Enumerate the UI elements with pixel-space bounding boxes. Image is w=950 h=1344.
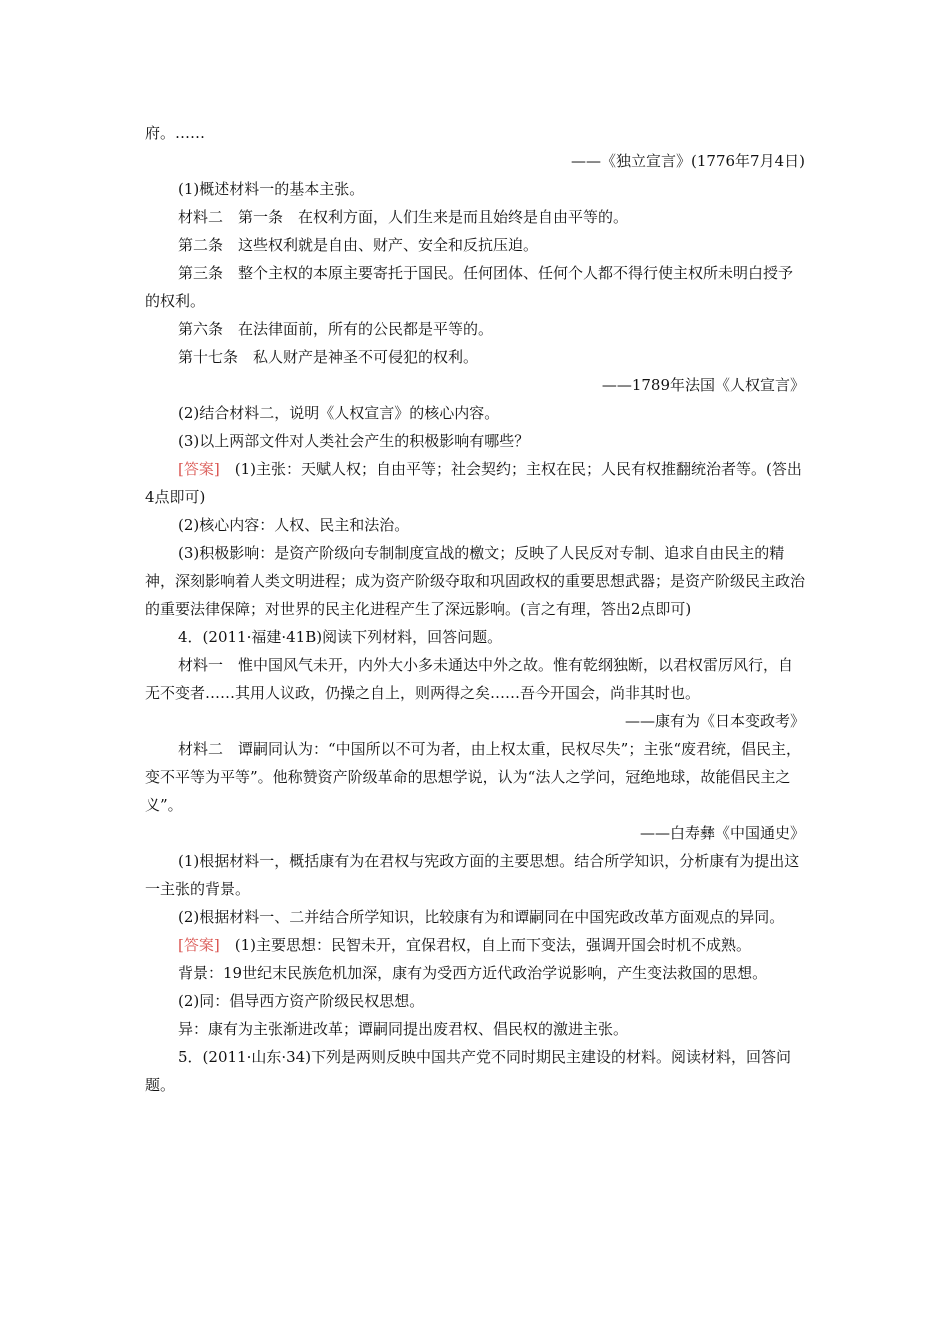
question-1: (1)概述材料一的基本主张。 — [178, 180, 365, 198]
material-2-article-6: 第六条 在法律面前，所有的公民都是平等的。 — [178, 320, 494, 338]
question-4-1: (1)根据材料一，概括康有为在君权与宪政方面的主要思想。结合所学知识，分析康有为提出这一主张的背景。 — [145, 852, 800, 898]
answer-similarity: (2)同：倡导西方资产阶级民权思想。 — [178, 992, 425, 1010]
question-3: (3)以上两部文件对人类社会产生的积极影响有哪些？ — [178, 432, 530, 450]
question-4-2: (2)根据材料一、二并结合所学知识，比较康有为和谭嗣同在中国宪政改革方面观点的异同。 — [178, 908, 785, 926]
answer-background: 背景：19世纪末民族危机加深，康有为受西方近代政治学说影响，产生变法救国的思想。 — [178, 964, 768, 982]
material-2-article-17: 第十七条 私人财产是神圣不可侵犯的权利。 — [178, 348, 479, 366]
answer-text: (1)主要思想：民智未开，宜保君权，自上而下变法，强调开国会时机不成熟。 — [219, 936, 751, 954]
material-2: 材料二 谭嗣同认为：“中国所以不可为者，由上权太重，民权尽失”；主张“废君统，倡民主，变不平等为平等”。他称赞资产阶级革命的思想学说，认为“法人之学问，冠绝地球，故能倡民主之义”。 — [145, 740, 802, 814]
answer-difference: 异：康有为主张渐进改革；谭嗣同提出废君权、倡民权的激进主张。 — [178, 1020, 629, 1038]
source-citation: ——康有为《日本变政考》 — [624, 712, 805, 730]
source-citation: ——1789年法国《人权宣言》 — [601, 376, 805, 394]
answer-tag: [答案] — [178, 936, 220, 954]
answer-block — [145, 455, 805, 511]
paragraph-continuation: 府。…… — [145, 124, 206, 142]
answer-part-2: (2)核心内容：人权、民主和法治。 — [178, 516, 410, 534]
answer-tag: [答案] — [178, 460, 220, 478]
material-1: 材料一 惟中国风气未开，内外大小多未通达中外之故。惟有乾纲独断，以君权雷厉风行，自无不变者……其用人议政，仍操之自上，则两得之矣……吾今开国会，尚非其时也。 — [145, 656, 794, 702]
question-4-header: 4．(2011·福建·41B)阅读下列材料，回答问题。 — [178, 628, 503, 646]
source-citation: ——《独立宣言》(1776年7月4日) — [571, 152, 805, 170]
document-body — [145, 119, 805, 1099]
question-5-header: 5．(2011·山东·34)下列是两则反映中国共产党不同时期民主建设的材料。阅读材料，回答问题。 — [145, 1048, 792, 1094]
material-2-article-2: 第二条 这些权利就是自由、财产、安全和反抗压迫。 — [178, 236, 539, 254]
answer-block — [145, 931, 805, 959]
material-2-article-3: 第三条 整个主权的本原主要寄托于国民。任何团体、任何个人都不得行使主权所未明白授予的权利。 — [145, 264, 794, 310]
answer-text: (1)主张：天赋人权；自由平等；社会契约；主权在民；人民有权推翻统治者等。(答出4点即可) — [145, 460, 802, 506]
material-2-article-1: 材料二 第一条 在权利方面，人们生来是而且始终是自由平等的。 — [178, 208, 629, 226]
question-2: (2)结合材料二，说明《人权宣言》的核心内容。 — [178, 404, 500, 422]
source-citation: ——白寿彝《中国通史》 — [639, 824, 805, 842]
answer-part-3: (3)积极影响：是资产阶级向专制制度宣战的檄文；反映了人民反对专制、追求自由民主的精神，深刻影响着人类文明进程；成为资产阶级夺取和巩固政权的重要思想武器；是资产阶级民主政治的重要法律保障；对世界的民主化进程产生了深远影响。(言之有理，答出2点即可) — [145, 544, 806, 618]
